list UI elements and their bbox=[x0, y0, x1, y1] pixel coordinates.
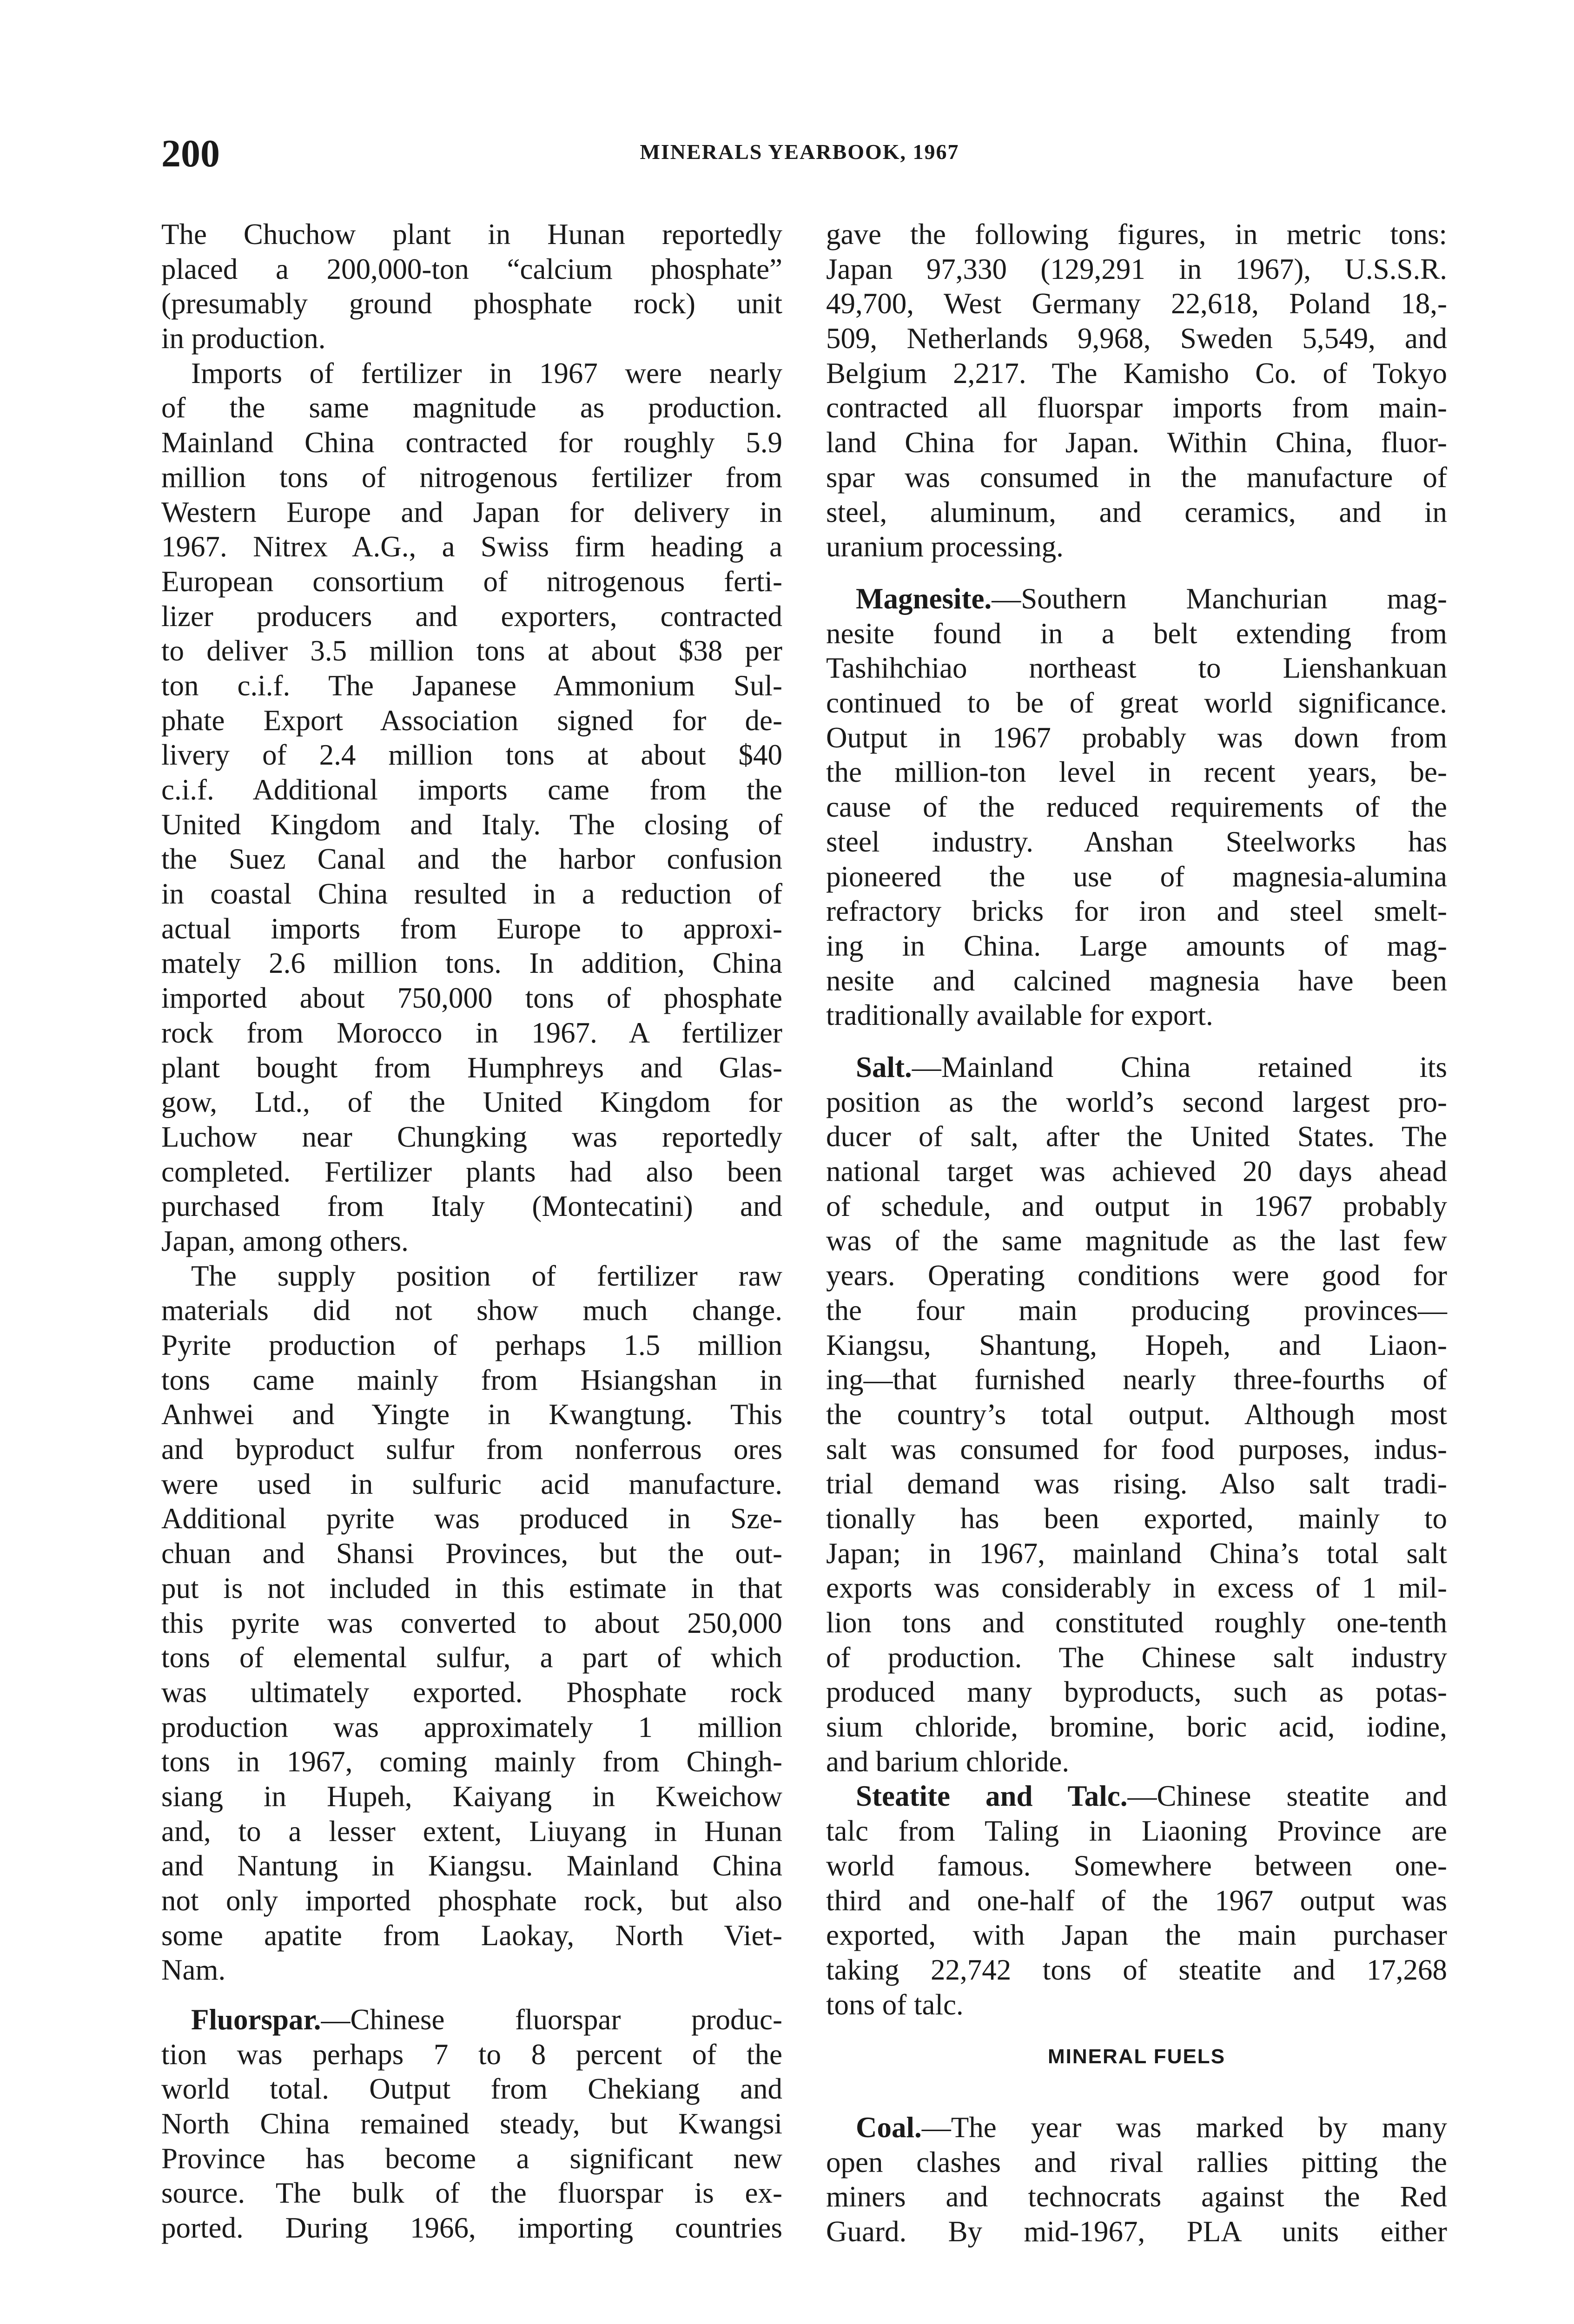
line-text: (presumably ground phosphate rock) unit bbox=[161, 287, 782, 320]
line-text: pioneered the use of magnesia-alumina bbox=[826, 860, 1447, 893]
text-line bbox=[826, 1953, 1447, 1987]
line-text: Pyrite production of perhaps 1.5 million bbox=[161, 1329, 782, 1361]
text-line bbox=[161, 668, 782, 703]
line-text: United Kingdom and Italy. The closing of bbox=[161, 808, 782, 841]
text-line bbox=[826, 1050, 1447, 1085]
line-text: —Mainland China retained its bbox=[912, 1051, 1447, 1083]
text-line bbox=[826, 720, 1447, 755]
line-text: spar was consumed in the manufacture of bbox=[826, 461, 1447, 494]
line-text: Belgium 2,217. The Kamisho Co. of Tokyo bbox=[826, 357, 1447, 390]
line-text: cause of the reduced requirements of the bbox=[826, 791, 1447, 824]
line-text: and, to a lesser extent, Liuyang in Hunan bbox=[161, 1815, 782, 1848]
text-line bbox=[826, 1154, 1447, 1189]
line-text: —Chinese fluorspar produc- bbox=[321, 2003, 782, 2036]
text-line bbox=[826, 1779, 1447, 1814]
text-line bbox=[826, 686, 1447, 720]
text-line bbox=[826, 1397, 1447, 1432]
text-line bbox=[161, 1744, 782, 1779]
line-text: tons in 1967, coming mainly from Chingh- bbox=[161, 1745, 782, 1778]
text-line bbox=[826, 1119, 1447, 1154]
line-text: was of the same magnitude as the last few bbox=[826, 1224, 1447, 1257]
text-line bbox=[826, 1605, 1447, 1640]
text-line bbox=[161, 599, 782, 634]
text-line bbox=[826, 495, 1447, 530]
paragraph bbox=[826, 2110, 1447, 2249]
line-text: Japan; in 1967, mainland China’s total salt bbox=[826, 1537, 1447, 1570]
line-text: miners and technocrats against the Red bbox=[826, 2180, 1447, 2213]
text-line bbox=[161, 877, 782, 911]
line-text: refractory bricks for iron and steel smelt- bbox=[826, 895, 1447, 928]
text-line bbox=[161, 390, 782, 425]
text-line bbox=[826, 2214, 1447, 2249]
section-heading-mineral-fuels: MINERAL FUELS bbox=[1047, 2045, 1226, 2068]
line-text: tons came mainly from Hsiangshan in bbox=[161, 1363, 782, 1396]
line-text: rock from Morocco in 1967. A fertilizer bbox=[161, 1016, 782, 1049]
text-line bbox=[161, 1397, 782, 1432]
text-line bbox=[161, 1953, 782, 1987]
text-line bbox=[826, 755, 1447, 790]
text-line bbox=[161, 1155, 782, 1189]
text-line bbox=[826, 1466, 1447, 1501]
line-text: tons of talc. bbox=[826, 1988, 964, 2021]
line-text: ducer of salt, after the United States. The bbox=[826, 1120, 1447, 1153]
line-text: national target was achieved 20 days ahead bbox=[826, 1155, 1447, 1188]
line-text: Imports of fertilizer in 1967 were nearly bbox=[191, 357, 782, 390]
line-text: actual imports from Europe to approxi- bbox=[161, 912, 782, 945]
text-line bbox=[161, 1501, 782, 1536]
line-text: produced many byproducts, such as potas- bbox=[826, 1676, 1447, 1709]
text-line bbox=[161, 529, 782, 564]
run-in-heading: Fluorspar. bbox=[191, 2003, 321, 2036]
line-text: purchased from Italy (Montecatini) and bbox=[161, 1190, 782, 1223]
line-text: Kiangsu, Shantung, Hopeh, and Liaon- bbox=[826, 1328, 1447, 1361]
text-line bbox=[826, 929, 1447, 964]
line-text: chuan and Shansi Provinces, but the out- bbox=[161, 1537, 782, 1570]
line-text: placed a 200,000-ton “calcium phosphate” bbox=[161, 252, 782, 285]
text-line bbox=[826, 2110, 1447, 2145]
paragraph bbox=[826, 217, 1447, 564]
line-text: the country’s total output. Although most bbox=[826, 1398, 1447, 1431]
text-line bbox=[161, 1814, 782, 1849]
line-text: livery of 2.4 million tons at about $40 bbox=[161, 739, 782, 772]
text-line bbox=[826, 1571, 1447, 1605]
line-text: steel, aluminum, and ceramics, and in bbox=[826, 495, 1447, 528]
paragraph bbox=[826, 1779, 1447, 2022]
right-column-continuation bbox=[826, 217, 1447, 564]
line-text: of schedule, and output in 1967 probably bbox=[826, 1189, 1447, 1222]
line-text: years. Operating conditions were good for bbox=[826, 1259, 1447, 1292]
line-text: lizer producers and exporters, contracted bbox=[161, 600, 782, 633]
line-text: open clashes and rival rallies pitting the bbox=[826, 2146, 1447, 2179]
line-text: mately 2.6 million tons. In addition, China bbox=[161, 947, 782, 980]
line-text: Japan, among others. bbox=[161, 1224, 409, 1257]
text-line bbox=[161, 1328, 782, 1363]
text-line bbox=[826, 2145, 1447, 2180]
text-line bbox=[161, 946, 782, 981]
line-text: Additional pyrite was produced in Sze- bbox=[161, 1502, 782, 1535]
text-line bbox=[161, 1120, 782, 1155]
line-text: —Southern Manchurian mag- bbox=[992, 582, 1447, 615]
text-line bbox=[161, 1571, 782, 1606]
line-text: ported. During 1966, importing countries bbox=[161, 2212, 782, 2245]
text-line bbox=[826, 1293, 1447, 1328]
text-line bbox=[826, 529, 1447, 564]
line-text: third and one-half of the 1967 output was bbox=[826, 1884, 1447, 1917]
line-text: tionally has been exported, mainly to bbox=[826, 1502, 1447, 1535]
text-line bbox=[826, 425, 1447, 460]
text-line bbox=[161, 2037, 782, 2072]
paragraph bbox=[161, 1259, 782, 1987]
text-line bbox=[161, 1779, 782, 1814]
line-text: world total. Output from Chekiang and bbox=[161, 2073, 782, 2106]
line-text: Japan 97,330 (129,291 in 1967), U.S.S.R. bbox=[826, 252, 1447, 285]
text-line bbox=[161, 356, 782, 391]
line-text: the four main producing provinces— bbox=[826, 1294, 1447, 1327]
text-line bbox=[826, 651, 1447, 686]
line-text: Nam. bbox=[161, 1954, 226, 1987]
line-text: ing—that furnished nearly three-fourths of bbox=[826, 1363, 1447, 1396]
text-line bbox=[826, 1987, 1447, 2022]
text-line bbox=[826, 894, 1447, 929]
line-text: source. The bulk of the fluorspar is ex- bbox=[161, 2177, 782, 2210]
line-text: taking 22,742 tons of steatite and 17,268 bbox=[826, 1953, 1447, 1986]
text-line bbox=[826, 1675, 1447, 1710]
line-text: position as the world’s second largest pro- bbox=[826, 1085, 1447, 1118]
text-line bbox=[161, 1710, 782, 1745]
line-text: of production. The Chinese salt industry bbox=[826, 1641, 1447, 1674]
fluorspar-section bbox=[161, 2002, 782, 2245]
line-text: completed. Fertilizer plants had also been bbox=[161, 1155, 782, 1188]
paragraph bbox=[161, 356, 782, 1259]
text-line bbox=[826, 1744, 1447, 1779]
text-line bbox=[826, 1849, 1447, 1883]
line-text: and Nantung in Kiangsu. Mainland China bbox=[161, 1849, 782, 1882]
line-text: gow, Ltd., of the United Kingdom for bbox=[161, 1086, 782, 1119]
line-text: —Chinese steatite and bbox=[1127, 1780, 1447, 1813]
line-text: put is not included in this estimate in that bbox=[161, 1571, 782, 1604]
line-text: contracted all fluorspar imports from main- bbox=[826, 391, 1447, 424]
line-text: were used in sulfuric acid manufacture. bbox=[161, 1467, 782, 1500]
line-text: uranium processing. bbox=[826, 530, 1064, 563]
line-text: in production. bbox=[161, 322, 326, 355]
paragraph bbox=[826, 1050, 1447, 1779]
line-text: talc from Taling in Liaoning Province are bbox=[826, 1815, 1447, 1848]
run-in-heading: Magnesite. bbox=[856, 582, 992, 615]
text-line bbox=[161, 1432, 782, 1467]
line-text: plant bought from Humphreys and Glas- bbox=[161, 1051, 782, 1084]
text-line bbox=[826, 581, 1447, 616]
text-line bbox=[826, 790, 1447, 825]
line-text: ing in China. Large amounts of mag- bbox=[826, 929, 1447, 962]
text-line bbox=[161, 807, 782, 842]
text-line bbox=[826, 356, 1447, 391]
line-text: the Suez Canal and the harbor confusion bbox=[161, 843, 782, 876]
line-text: some apatite from Laokay, North Viet- bbox=[161, 1919, 782, 1952]
text-line bbox=[161, 1259, 782, 1294]
text-line bbox=[826, 2179, 1447, 2214]
text-line bbox=[161, 738, 782, 772]
line-text: in coastal China resulted in a reduction of bbox=[161, 878, 782, 911]
line-text: nesite found in a belt extending from bbox=[826, 617, 1447, 650]
line-text: and barium chloride. bbox=[826, 1745, 1070, 1778]
paragraph bbox=[161, 217, 782, 356]
text-line bbox=[161, 1189, 782, 1224]
text-line bbox=[161, 1050, 782, 1085]
text-line bbox=[161, 911, 782, 946]
text-line bbox=[161, 1085, 782, 1120]
text-line bbox=[161, 1640, 782, 1675]
line-text: gave the following figures, in metric tons: bbox=[826, 218, 1447, 251]
text-line bbox=[826, 217, 1447, 252]
text-line bbox=[161, 321, 782, 356]
line-text: salt was consumed for food purposes, indus- bbox=[826, 1433, 1447, 1466]
line-text: and byproduct sulfur from nonferrous ores bbox=[161, 1433, 782, 1466]
text-line bbox=[826, 998, 1447, 1033]
text-line bbox=[161, 1849, 782, 1883]
line-text: Tashihchiao northeast to Lienshankuan bbox=[826, 652, 1447, 685]
line-text: 49,700, West Germany 22,618, Poland 18,- bbox=[826, 287, 1447, 320]
run-in-heading: Steatite and Talc. bbox=[856, 1780, 1128, 1813]
line-text: The supply position of fertilizer raw bbox=[191, 1259, 782, 1292]
line-text: exported, with Japan the main purchaser bbox=[826, 1919, 1447, 1952]
line-text: land China for Japan. Within China, fluor- bbox=[826, 426, 1447, 459]
page-number: 200 bbox=[161, 132, 220, 175]
line-text: to deliver 3.5 million tons at about $38 per bbox=[161, 634, 782, 667]
text-line bbox=[161, 286, 782, 321]
line-text: world famous. Somewhere between one- bbox=[826, 1849, 1447, 1882]
line-text: Anhwei and Yingte in Kwangtung. This bbox=[161, 1398, 782, 1431]
line-text: was ultimately exported. Phosphate rock bbox=[161, 1676, 782, 1709]
text-line bbox=[161, 1606, 782, 1641]
magnesite-section bbox=[826, 581, 1447, 1033]
text-line bbox=[161, 1536, 782, 1571]
line-text: imported about 750,000 tons of phosphate bbox=[161, 982, 782, 1015]
text-line bbox=[826, 1223, 1447, 1258]
line-text: 509, Netherlands 9,968, Sweden 5,549, and bbox=[826, 322, 1447, 355]
text-line bbox=[826, 1883, 1447, 1918]
line-text: North China remained steady, but Kwangsi bbox=[161, 2107, 782, 2140]
running-title: MINERALS YEARBOOK, 1967 bbox=[640, 140, 959, 164]
line-text: materials did not show much change. bbox=[161, 1294, 782, 1327]
line-text: sium chloride, bromine, boric acid, iodine, bbox=[826, 1710, 1447, 1743]
text-line bbox=[161, 1883, 782, 1918]
line-text: continued to be of great world significance. bbox=[826, 687, 1447, 720]
line-text: Province has become a significant new bbox=[161, 2142, 782, 2175]
text-line bbox=[826, 825, 1447, 859]
line-text: Output in 1967 probably was down from bbox=[826, 721, 1447, 754]
line-text: c.i.f. Additional imports came from the bbox=[161, 773, 782, 806]
line-text: phate Export Association signed for de- bbox=[161, 704, 782, 737]
line-text: million tons of nitrogenous fertilizer from bbox=[161, 461, 782, 494]
text-line bbox=[826, 1918, 1447, 1953]
line-text: the million-ton level in recent years, be- bbox=[826, 756, 1447, 789]
text-line bbox=[161, 1224, 782, 1259]
text-line bbox=[161, 634, 782, 668]
line-text: production was approximately 1 million bbox=[161, 1710, 782, 1743]
text-line bbox=[161, 425, 782, 460]
text-line bbox=[826, 1814, 1447, 1849]
text-line bbox=[161, 703, 782, 738]
text-line bbox=[826, 1501, 1447, 1536]
text-line bbox=[826, 964, 1447, 998]
text-line bbox=[161, 2141, 782, 2176]
line-text: exports was considerably in excess of 1 mil- bbox=[826, 1571, 1447, 1604]
line-text: European consortium of nitrogenous ferti- bbox=[161, 565, 782, 598]
line-text: ton c.i.f. The Japanese Ammonium Sul- bbox=[161, 669, 782, 702]
text-line bbox=[826, 1432, 1447, 1467]
line-text: not only imported phosphate rock, but also bbox=[161, 1884, 782, 1917]
text-line bbox=[826, 1710, 1447, 1744]
line-text: Mainland China contracted for roughly 5.9 bbox=[161, 426, 782, 459]
text-line bbox=[161, 1363, 782, 1398]
line-text: nesite and calcined magnesia have been bbox=[826, 964, 1447, 997]
line-text: traditionally available for export. bbox=[826, 999, 1213, 1032]
paragraph bbox=[826, 581, 1447, 1033]
line-text: Luchow near Chungking was reportedly bbox=[161, 1120, 782, 1153]
text-line bbox=[161, 2106, 782, 2141]
text-line bbox=[826, 321, 1447, 356]
line-text: lion tons and constituted roughly one-tenth bbox=[826, 1606, 1447, 1639]
text-line bbox=[161, 1918, 782, 1953]
text-line bbox=[161, 2211, 782, 2245]
text-line bbox=[826, 390, 1447, 425]
paragraph bbox=[161, 2002, 782, 2245]
text-line bbox=[161, 981, 782, 1016]
text-line bbox=[161, 772, 782, 807]
text-line bbox=[826, 1362, 1447, 1397]
coal-section bbox=[826, 2110, 1447, 2249]
line-text: siang in Hupeh, Kaiyang in Kweichow bbox=[161, 1780, 782, 1813]
text-line bbox=[826, 1258, 1447, 1293]
text-line bbox=[161, 842, 782, 877]
line-text: Western Europe and Japan for delivery in bbox=[161, 495, 782, 528]
run-in-heading: Coal. bbox=[856, 2111, 922, 2144]
run-in-heading: Salt. bbox=[856, 1051, 912, 1083]
line-text: of the same magnitude as production. bbox=[161, 391, 782, 424]
line-text: tion was perhaps 7 to 8 percent of the bbox=[161, 2038, 782, 2071]
text-line bbox=[161, 564, 782, 599]
line-text: tons of elemental sulfur, a part of which bbox=[161, 1641, 782, 1674]
line-text: steel industry. Anshan Steelworks has bbox=[826, 825, 1447, 858]
line-text: 1967. Nitrex A.G., a Swiss firm heading a bbox=[161, 530, 782, 563]
text-line bbox=[826, 286, 1447, 321]
line-text: trial demand was rising. Also salt tradi- bbox=[826, 1467, 1447, 1500]
line-text: The Chuchow plant in Hunan reportedly bbox=[161, 218, 782, 251]
text-line bbox=[826, 1640, 1447, 1675]
text-line bbox=[161, 460, 782, 495]
line-text: this pyrite was converted to about 250,000 bbox=[161, 1606, 782, 1639]
text-line bbox=[161, 252, 782, 287]
text-line bbox=[161, 1467, 782, 1502]
text-line bbox=[826, 1536, 1447, 1571]
text-line bbox=[161, 1675, 782, 1710]
text-line bbox=[826, 859, 1447, 894]
text-line bbox=[161, 217, 782, 252]
salt-talc-section bbox=[826, 1050, 1447, 2022]
text-line bbox=[826, 460, 1447, 495]
text-line bbox=[826, 1189, 1447, 1224]
left-column-body bbox=[161, 217, 782, 1987]
text-line bbox=[161, 2176, 782, 2211]
text-line bbox=[826, 1328, 1447, 1363]
text-line bbox=[161, 2002, 782, 2037]
text-line bbox=[161, 495, 782, 530]
text-line bbox=[161, 1016, 782, 1050]
text-line bbox=[826, 1085, 1447, 1120]
text-line bbox=[161, 2072, 782, 2106]
line-text: —The year was marked by many bbox=[921, 2111, 1447, 2144]
text-line bbox=[826, 252, 1447, 287]
line-text: Guard. By mid-1967, PLA units either bbox=[826, 2215, 1447, 2248]
text-line bbox=[826, 616, 1447, 651]
text-line bbox=[161, 1293, 782, 1328]
